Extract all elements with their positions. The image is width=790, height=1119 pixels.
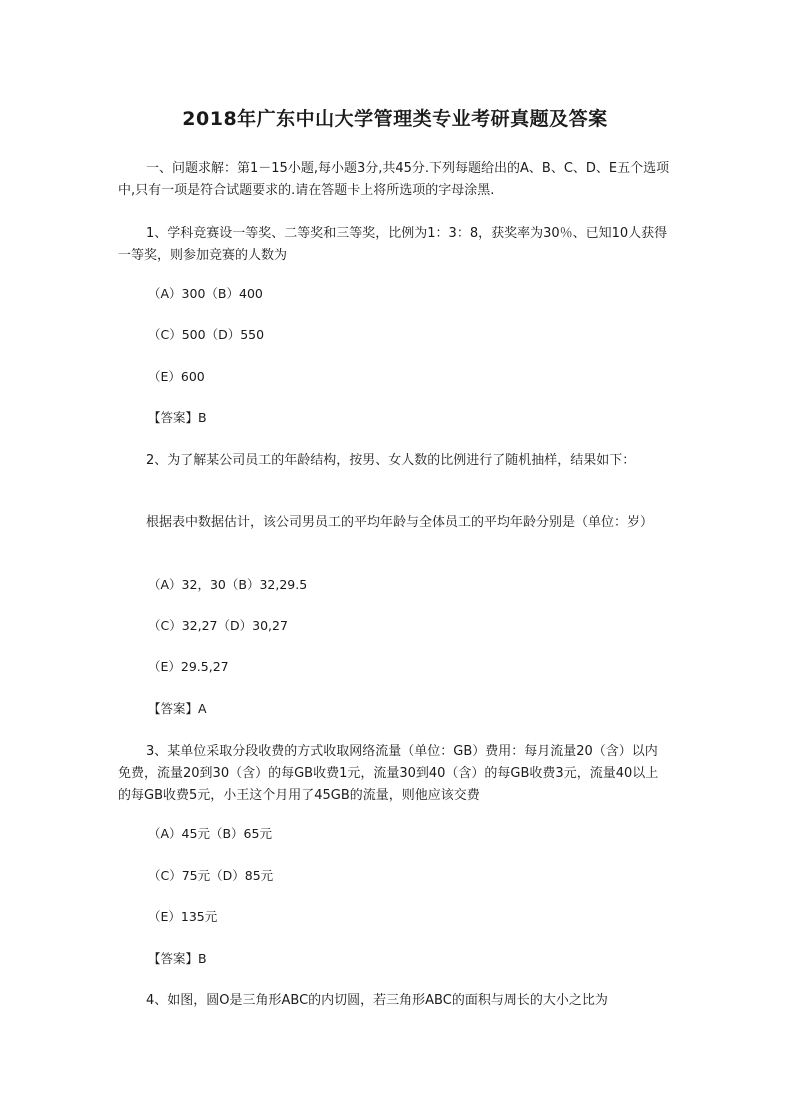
question-3-stem: 3、某单位采取分段收费的方式收取网络流量（单位：GB）费用：每月流量20（含）以内免费，流量20到30（含）的每GB收费1元，流量30到40（含）的每GB收费3元，流量40以上的每GB收费5元，小王这个月用了45GB的流量，则他应该交费: [118, 744, 659, 803]
question-3-answer: 【答案】B: [148, 951, 207, 966]
question-1-options-ab: （A）300（B）400: [148, 286, 263, 301]
question-2-options-cd: （C）32,27（D）30,27: [148, 618, 288, 633]
question-2-options-ab: （A）32，30（B）32,29.5: [148, 577, 308, 592]
question-2-stem-continued: 根据表中数据估计，该公司男员工的平均年龄与全体员工的平均年龄分别是（单位：岁）: [146, 515, 654, 530]
section-intro: 一、问题求解：第1－15小题,每小题3分,共45分.下列每题给出的A、B、C、D、E五个选项中,只有一项是符合试题要求的.请在答题卡上将所选项的字母涂黑.: [118, 161, 670, 198]
document-title: 2018年广东中山大学管理类专业考研真题及答案: [182, 108, 608, 130]
question-3-options-ab: （A）45元（B）65元: [148, 826, 272, 841]
question-1-stem: 1、学科竞赛设一等奖、二等奖和三等奖，比例为1：3：8，获奖率为30％、已知10人获得一等奖，则参加竞赛的人数为: [118, 226, 668, 263]
question-1-answer: 【答案】B: [148, 410, 207, 425]
question-3-options-e: （E）135元: [148, 909, 218, 924]
question-4-stem: 4、如图，圆O是三角形ABC的内切圆，若三角形ABC的面积与周长的大小之比为: [146, 993, 608, 1008]
question-2-answer: 【答案】A: [148, 701, 207, 716]
question-1-options-cd: （C）500（D）550: [148, 327, 265, 342]
question-3-options-cd: （C）75元（D）85元: [148, 868, 274, 883]
question-2-stem: 2、为了解某公司员工的年龄结构，按男、女人数的比例进行了随机抽样，结果如下：: [146, 453, 636, 468]
question-1-options-e: （E）600: [148, 369, 205, 384]
question-2-options-e: （E）29.5,27: [148, 659, 229, 674]
